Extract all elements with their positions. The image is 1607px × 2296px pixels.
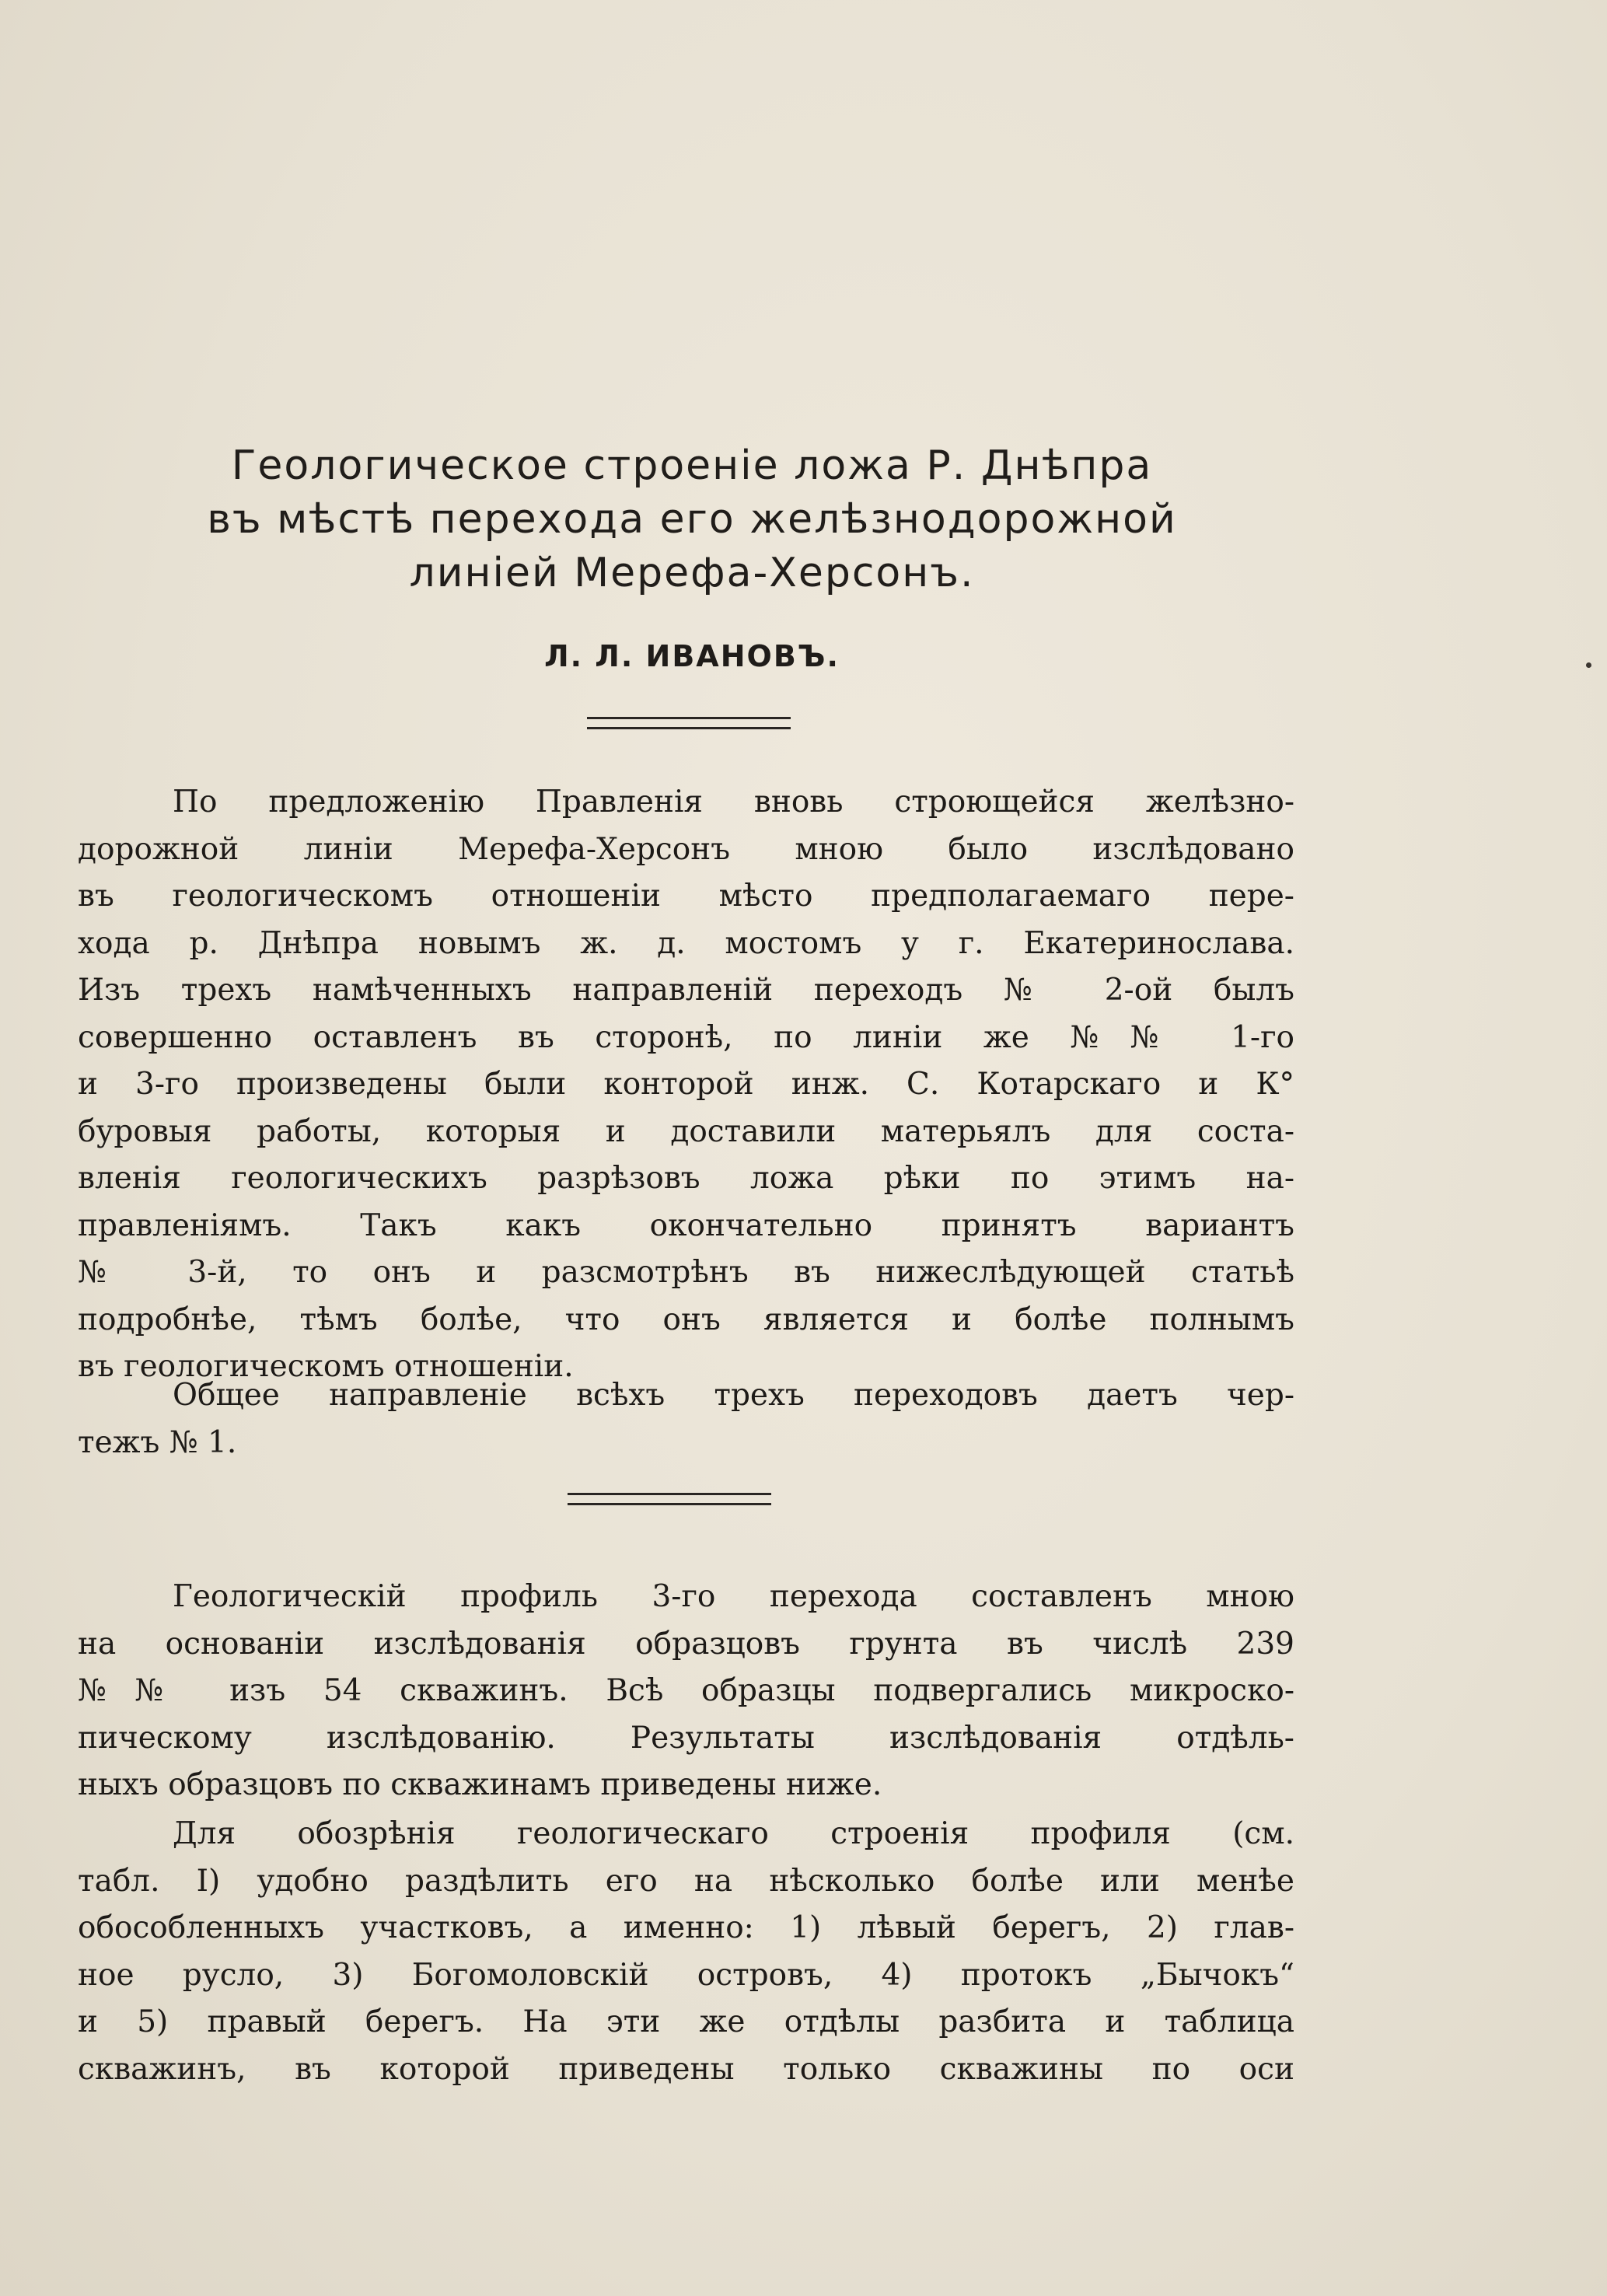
text-line: №№ изъ 54 скважинъ. Всѣ образцы подвергались микроско-	[78, 1673, 1294, 1708]
text-line: ныхъ образцовъ по скважинамъ приведены ниже.	[78, 1767, 882, 1802]
text-line: совершенно оставленъ въ сторонѣ, по линіи же №№ 1-го	[78, 1019, 1294, 1055]
text-line: обособленныхъ участковъ, а именно: 1) лѣвый берегъ, 2) глав-	[78, 1910, 1294, 1945]
text-line: тежъ № 1.	[78, 1424, 237, 1460]
text-line: въ геологическомъ отношеніи.	[78, 1349, 574, 1384]
double-rule-divider-top	[587, 717, 791, 729]
text-line: скважинъ, въ которой приведены только скважины по оси	[78, 2051, 1294, 2087]
text-line: подробнѣе, тѣмъ болѣе, что онъ является и болѣе полнымъ	[78, 1302, 1294, 1337]
text-line: буровыя работы, которыя и доставили матерьялъ для соста-	[78, 1113, 1294, 1149]
paragraph-profile-sections	[78, 1811, 1294, 2093]
text-line: Изъ трехъ намѣченныхъ направленій переходъ № 2-ой былъ	[78, 973, 1294, 1008]
text-line: Общее направленіе всѣхъ трехъ переходовъ даетъ чер-	[173, 1378, 1294, 1413]
text-line: ное русло, 3) Богомоловскій островъ, 4) протокъ „Бычокъ“	[78, 1957, 1294, 1993]
author-name: Л. Л. ИВАНОВЪ.	[544, 639, 840, 673]
text-line: табл. I) удобно раздѣлить его на нѣсколько болѣе или менѣе	[78, 1863, 1294, 1899]
text-line: на основаніи изслѣдованія образцовъ грунта въ числѣ 239	[78, 1626, 1294, 1662]
text-line: въ геологическомъ отношеніи мѣсто предполагаемаго пере-	[78, 879, 1294, 914]
text-line: По предложенію Правленія вновь строющейся желѣзно-	[173, 785, 1294, 820]
paragraph-general-direction	[78, 1372, 1294, 1466]
text-line: Для обозрѣнія геологическаго строенія профиля (см.	[173, 1816, 1294, 1851]
text-line: пическому изслѣдованію. Результаты изслѣдованія отдѣль-	[78, 1720, 1294, 1756]
paragraph-introduction	[78, 779, 1294, 1391]
text-line: правленіямъ. Такъ какъ окончательно принятъ вариантъ	[78, 1207, 1294, 1243]
article-title-line-1: Геологическое строеніе ложа Р. Днѣпра	[231, 442, 1153, 489]
article-title-line-3: линіей Мерефа-Херсонъ.	[409, 550, 975, 596]
text-line: № 3-й, то онъ и разсмотрѣнъ въ нижеслѣдующей статьѣ	[78, 1255, 1294, 1290]
double-rule-divider-middle	[568, 1493, 771, 1505]
text-line: и 5) правый берегъ. На эти же отдѣлы разбита и таблица	[78, 2004, 1294, 2039]
article-title-line-2: въ мѣстѣ перехода его желѣзнодорожной	[207, 496, 1177, 543]
paragraph-geological-profile	[78, 1574, 1294, 1809]
text-line: вленія геологическихъ разрѣзовъ ложа рѣки по этимъ на-	[78, 1161, 1294, 1196]
text-line: и 3-го произведены были конторой инж. С. Котарскаго и К°	[78, 1067, 1294, 1102]
ink-speck	[1586, 662, 1591, 668]
text-line: Геологическій профиль 3-го перехода составленъ мною	[173, 1579, 1294, 1614]
text-line: дорожной линіи Мерефа-Херсонъ мною было изслѣдовано	[78, 831, 1294, 867]
text-line: хода р. Днѣпра новымъ ж. д. мостомъ у г. Екатеринослава.	[78, 925, 1294, 961]
